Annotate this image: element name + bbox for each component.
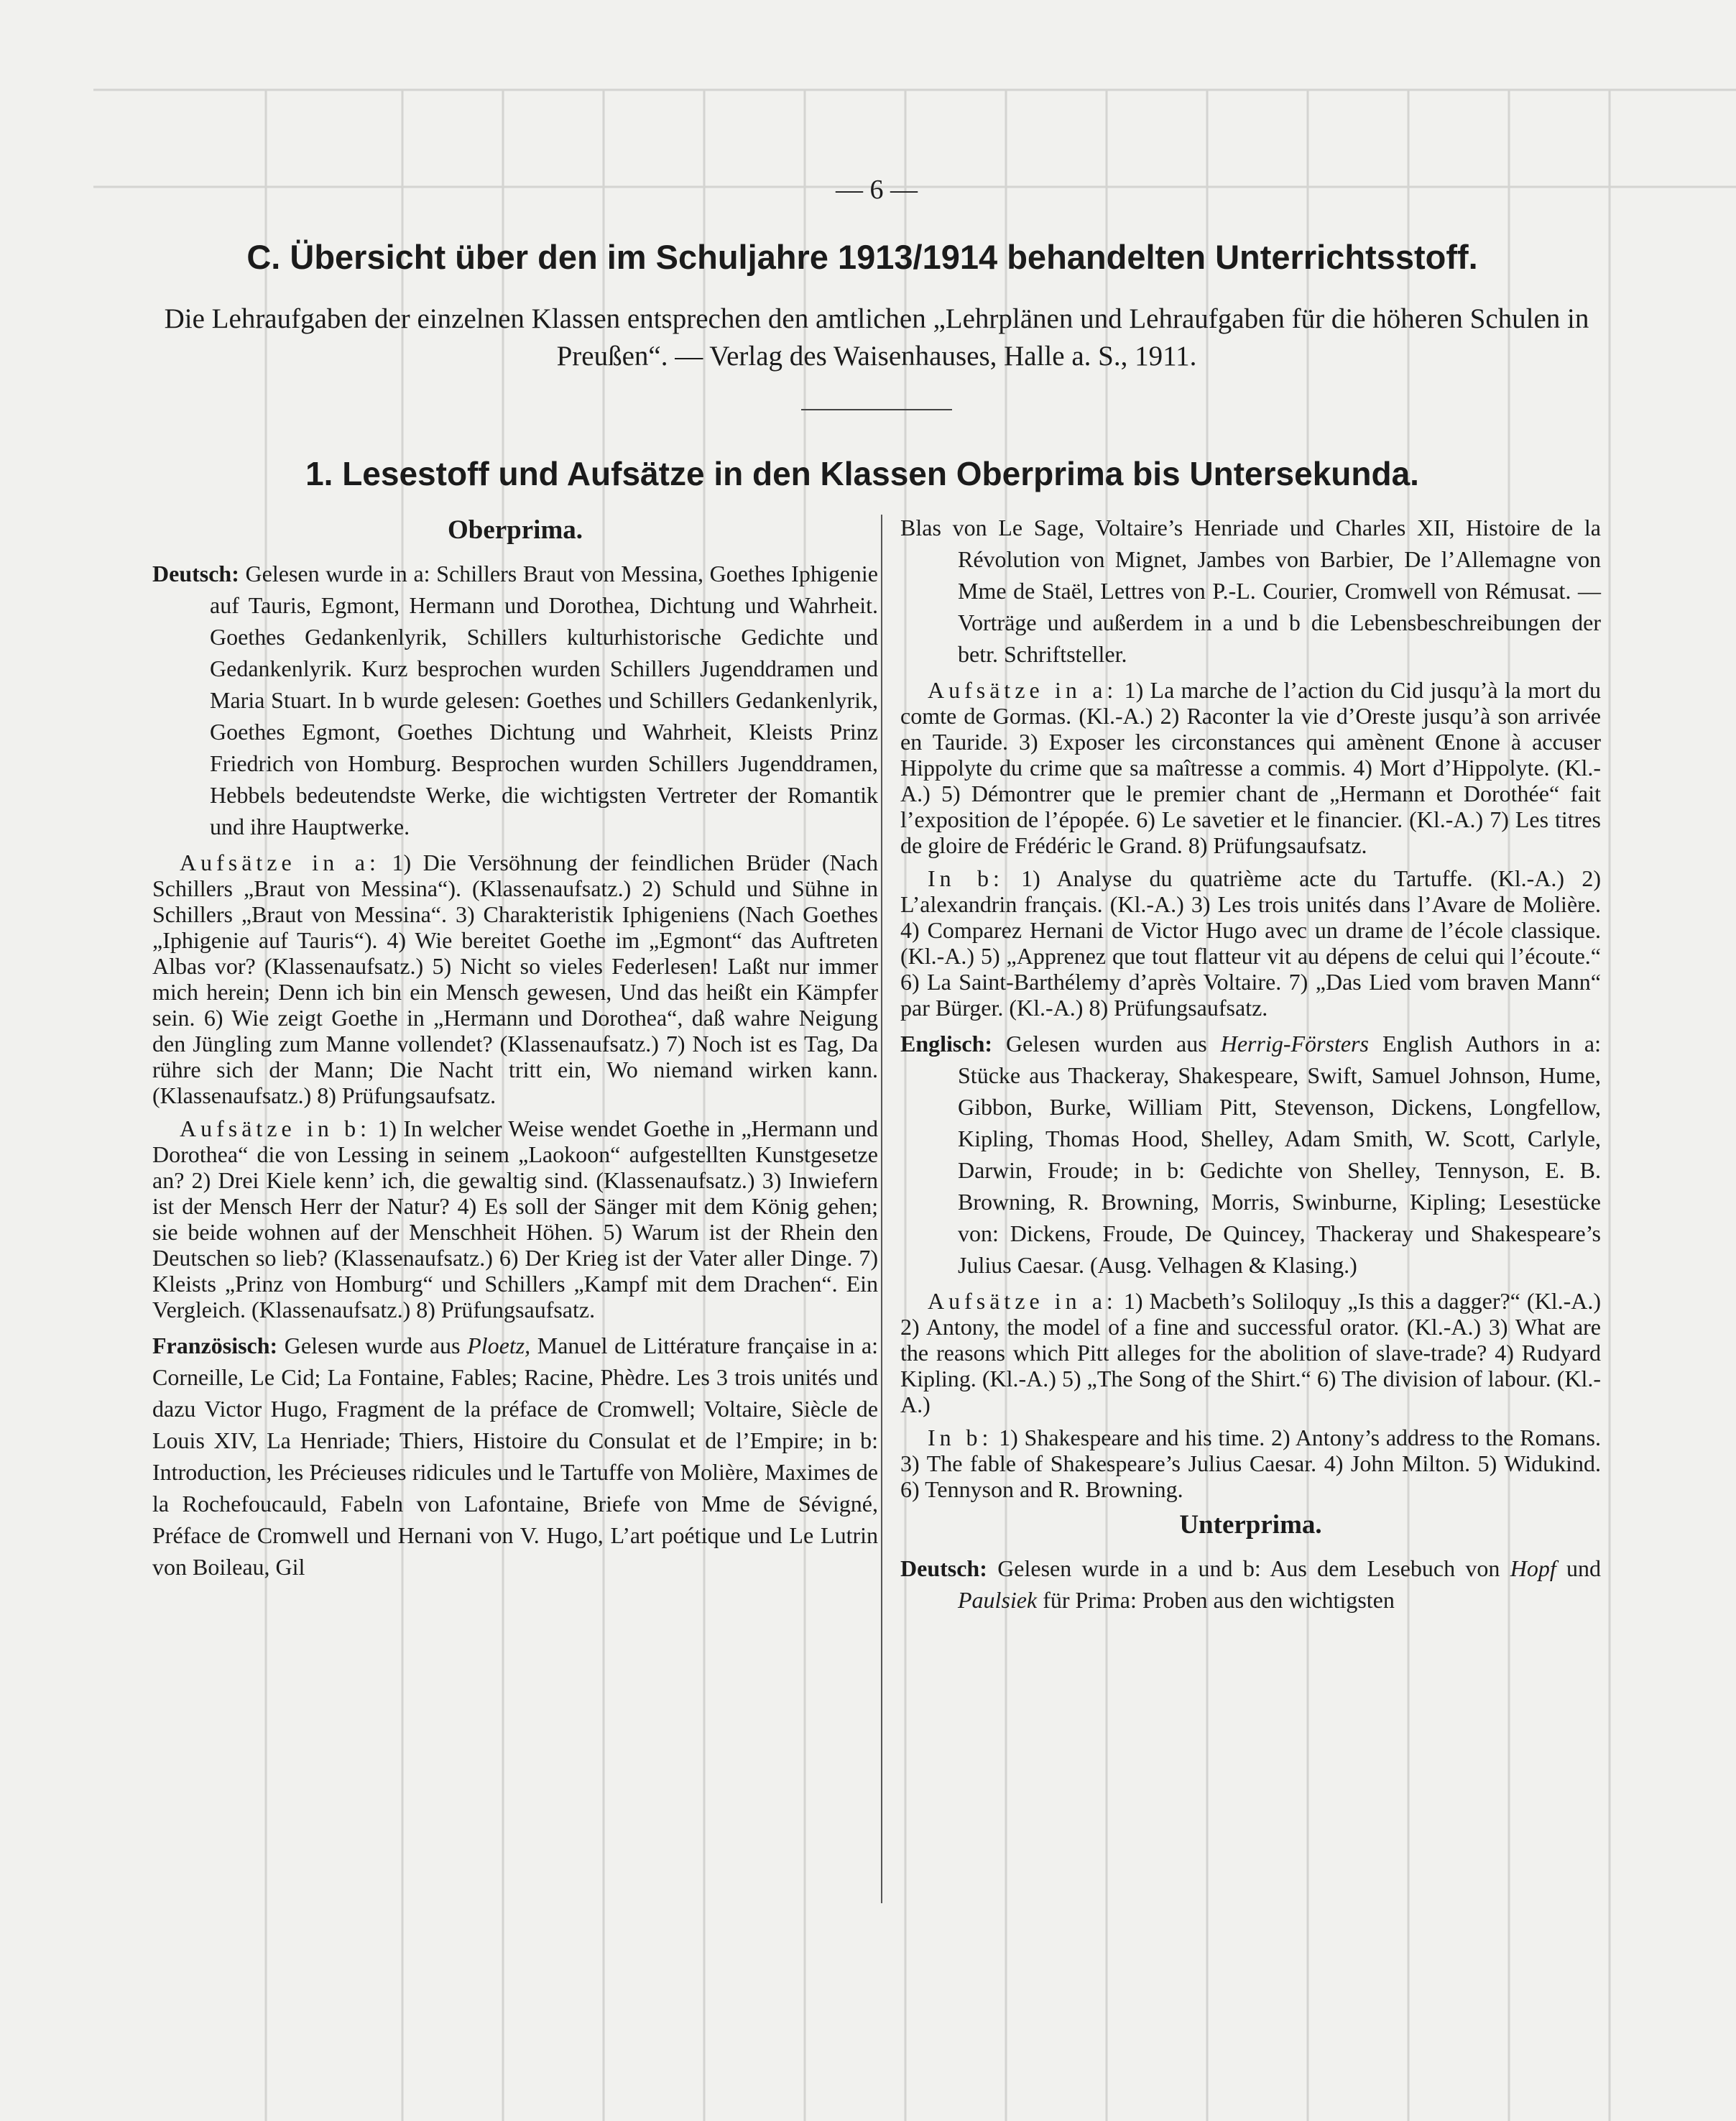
- franz-aufsaetze-a-label: Aufsätze in a:: [928, 677, 1118, 703]
- aufsaetze-b-text: 1) In welcher Weise wendet Goethe in „Hermann und Dorothea“ die von Lessing in seinem „Laokoon“ aufgestellten Kunstgesetze an? 2) Drei Kiele kenn’ ich, die gewaltig sind. (Klassenaufsatz.) 3) Inwiefern ist der Mensch Herr der Natur? 4) Es soll der Sänger mit dem König gehen; sie beide wohnen auf der Menschheit Höhen. 5) Warum ist der Rhein den Deutschen so lieb? (Klassenaufsatz.) 6) Der Krieg ist der Vater aller Dinge. 7) Kleists „Prinz von Homburg“ und Schillers „Kampf mit dem Drachen“. Ein Vergleich. (Klassenaufsatz.) 8) Prüfungsaufsatz.: [152, 1115, 879, 1322]
- engl-aufsaetze-a-text: 1) Macbeth’s Soliloquy „Is this a dagger?“ (Kl.-A.) 2) Antony, the model of a fine and successful orator. (Kl.-A.) 3) What are the reasons which Pitt alleges for the abolition of slave-trade? 4) Rudyard Kipling. (Kl.-A.) 5) „The Song of the Shirt.“ 6) The division of labour. (Kl.-A.): [900, 1288, 1602, 1417]
- paulsiek-reference: Paulsiek: [958, 1587, 1038, 1613]
- unterprima-deutsch-label: Deutsch:: [900, 1555, 987, 1581]
- divider-rule: [801, 409, 952, 410]
- hopf-reference: Hopf: [1510, 1555, 1556, 1581]
- page-number: — 6 —: [836, 175, 918, 205]
- franzoesisch-continued: [900, 512, 1601, 670]
- engl-aufsaetze-b-text: 1) Shakespeare and his time. 2) Antony’s address to the Romans. 3) The fable of Shakespeare’s Julius Caesar. 4) John Milton. 5) Widukind. 6) Tennyson and R. Browning.: [900, 1425, 1601, 1502]
- englisch-label: Englisch:: [900, 1031, 993, 1057]
- franzoesisch-text: Manuel de Littérature française in a: Corneille, Le Cid; La Fontaine, Fables; Racine, Phèdre. Les 3 trois unités und dazu Victor Hugo, Fragment de la préface de Cromwell; Voltaire, Siècle de Louis XIV, La Henriade; Thiers, Histoire du Consulat et de l’Empire; in b: Introduction, les Précieuses ridicules und le Tartuffe von Molière, Maximes de la Rochefoucauld, Fabeln von Lafontaine, Briefe von Mme de Sévigné, Préface de Cromwell und Hernani von V. Hugo, L’art poétique und Le Lutrin von Boileau, Gil: [152, 1333, 879, 1580]
- englisch-pre: Gelesen wurden aus: [1006, 1031, 1207, 1057]
- engl-aufsaetze-a-paragraph: [900, 1288, 1601, 1417]
- franz-aufsaetze-b-label: In b:: [928, 865, 1004, 891]
- aufsaetze-a-label: Aufsätze in a:: [180, 850, 380, 875]
- column-divider: [881, 515, 882, 1903]
- aufsaetze-b-label: Aufsätze in b:: [180, 1115, 371, 1141]
- englisch-paragraph: [900, 1028, 1601, 1281]
- deutsch-text: Gelesen wurde in a: Schillers Braut von Messina, Goethes Iphigenie auf Tauris, Egmont, Hermann und Dorothea, Dichtung und Wahrheit. Goethes Gedankenlyrik, Schillers kulturhistorische Gedichte und Gedankenlyrik. Kurz besprochen wurden Schillers Jugenddramen und Maria Stuart. In b wurde gelesen: Goethes und Schillers Gedankenlyrik, Goethes Egmont, Goethes Dichtung und Wahrheit, Kleists Prinz Friedrich von Homburg. Besprochen wurden Schillers Jugenddramen, Hebbels bedeutendste Werke, die wichtigsten Vertreter der Romantik und ihre Hauptwerke.: [210, 561, 879, 839]
- franzoesisch-continued-text: Blas von Le Sage, Voltaire’s Henriade und Charles XII, Histoire de la Révolution von Mignet, Jambes von Barbier, De l’Allemagne von Mme de Staël, Lettres von P.-L. Courier, Cromwell von Rémusat. — Vorträge und außerdem in a und b die Lebensbeschreibungen der betr. Schriftsteller.: [900, 515, 1601, 667]
- unterprima-deutsch-paragraph: [900, 1552, 1601, 1616]
- aufsaetze-b-paragraph: [152, 1115, 878, 1322]
- unterprima-und: und: [1566, 1555, 1602, 1581]
- engl-aufsaetze-b-paragraph: [900, 1425, 1601, 1502]
- herrig-reference: Herrig-Försters: [1220, 1031, 1369, 1057]
- franz-aufsaetze-b-text: 1) Analyse du quatrième acte du Tartuffe. (Kl.-A.) 2) L’alexandrin français. (Kl.-A.) 3) Les trois unités dans l’Avare de Molière. 4) Comparez Hernani de Victor Hugo avec un drame de l’école classique. (Kl.-A.) 5) „Apprenez que tout flatteur vit au dépens de celui qui l’écoute.“ 6) La Saint-Barthélemy d’après Voltaire. 7) „Das Lied vom braven Mann“ par Bürger. (Kl.-A.) 8) Prüfungsaufsatz.: [900, 865, 1602, 1021]
- left-column: [152, 512, 878, 1590]
- franz-aufsaetze-a-text: 1) La marche de l’action du Cid jusqu’à la mort du comte de Gormas. (Kl.-A.) 2) Raconter la vie d’Oreste jusqu’à son arrivée en Tauride. 3) Exposer les circonstances qui amènent Œnone à accuser Hippolyte du crime que sa maîtresse a commis. 4) Mort d’Hippolyte. (Kl.-A.) 5) Démontrer que le premier chant de „Hermann et Dorothée“ fait l’exposition de l’épopée. 6) Le savetier et le financier. (Kl.-A.) 7) Les titres de gloire de Frédéric le Grand. 8) Prüfungsaufsatz.: [900, 677, 1602, 858]
- franzoesisch-label: Französisch:: [152, 1333, 278, 1358]
- aufsaetze-a-text: 1) Die Versöhnung der feindlichen Brüder (Nach Schillers „Braut von Messina“). (Klassenaufsatz.) 2) Schuld und Sühne in Schillers „Braut von Messina“. 3) Charakteristik Iphigeniens (Nach Goethes „Iphigenie auf Tauris“). 4) Wie bereitet Goethe im „Egmont“ das Auftreten Albas vor? (Klassenaufsatz.) 5) Nicht so vieles Federlesen! Laßt nur immer mich herein; Denn ich bin ein Mensch gewesen, Und das heißt ein Kämpfer sein. 6) Wie zeigt Goethe in „Hermann und Dorothea“, daß wahre Neigung den Jüngling zum Manne vollendet? (Klassenaufsatz.) 7) Noch ist es Tag, Da rühre sich der Mann; Die Nacht tritt ein, Wo niemand wirken kann. (Klassenaufsatz.) 8) Prüfungsaufsatz.: [152, 850, 879, 1108]
- englisch-text: English Authors in a: Stücke aus Thackeray, Shakespeare, Swift, Samuel Johnson, Hume, Gibbon, Burke, William Pitt, Stevenson, Dickens, Longfellow, Kipling, Thomas Hood, Shelley, Adam Smith, W. Scott, Carlyle, Darwin, Froude; in b: Gedichte von Shelley, Tennyson, E. B. Browning, R. Browning, Morris, Swinburne, Kipling; Lesestücke von: Dickens, Froude, De Quincey, Thackeray und Shakespeare’s Julius Caesar. (Ausg. Velhagen & Klasing.): [958, 1031, 1602, 1278]
- franz-aufsaetze-b-paragraph: [900, 865, 1601, 1021]
- franz-aufsaetze-a-paragraph: [900, 677, 1601, 858]
- aufsaetze-a-paragraph: [152, 850, 878, 1108]
- franzoesisch-pre: Gelesen wurde aus: [284, 1333, 461, 1358]
- ploetz-reference: Ploetz,: [467, 1333, 531, 1358]
- engl-aufsaetze-a-label: Aufsätze in a:: [928, 1288, 1117, 1314]
- engl-aufsaetze-b-label: In b:: [928, 1425, 993, 1450]
- unterprima-heading: Unterprima.: [1179, 1510, 1322, 1540]
- right-column: [900, 512, 1601, 1623]
- deutsch-label: Deutsch:: [152, 561, 239, 586]
- deutsch-paragraph: [152, 558, 878, 842]
- unterprima-deutsch-pre: Gelesen wurde in a und b: Aus dem Lesebuch von: [997, 1555, 1500, 1581]
- franzoesisch-paragraph: [152, 1330, 878, 1583]
- unterprima-rest: für Prima: Proben aus den wichtigsten: [1043, 1587, 1395, 1613]
- intro-paragraph: Die Lehraufgaben der einzelnen Klassen entsprechen den amtlichen „Lehrplänen und Lehraufgaben für die höheren Schulen in Preußen“. — Verlag des Waisenhauses, Halle a. S., 1911.: [164, 303, 1589, 372]
- section-title: C. Übersicht über den im Schuljahre 1913/1914 behandelten Unterrichtsstoff.: [246, 238, 1478, 276]
- subsection-title: 1. Lesestoff und Aufsätze in den Klassen Oberprima bis Untersekunda.: [305, 455, 1419, 492]
- oberprima-heading: Oberprima.: [447, 515, 583, 545]
